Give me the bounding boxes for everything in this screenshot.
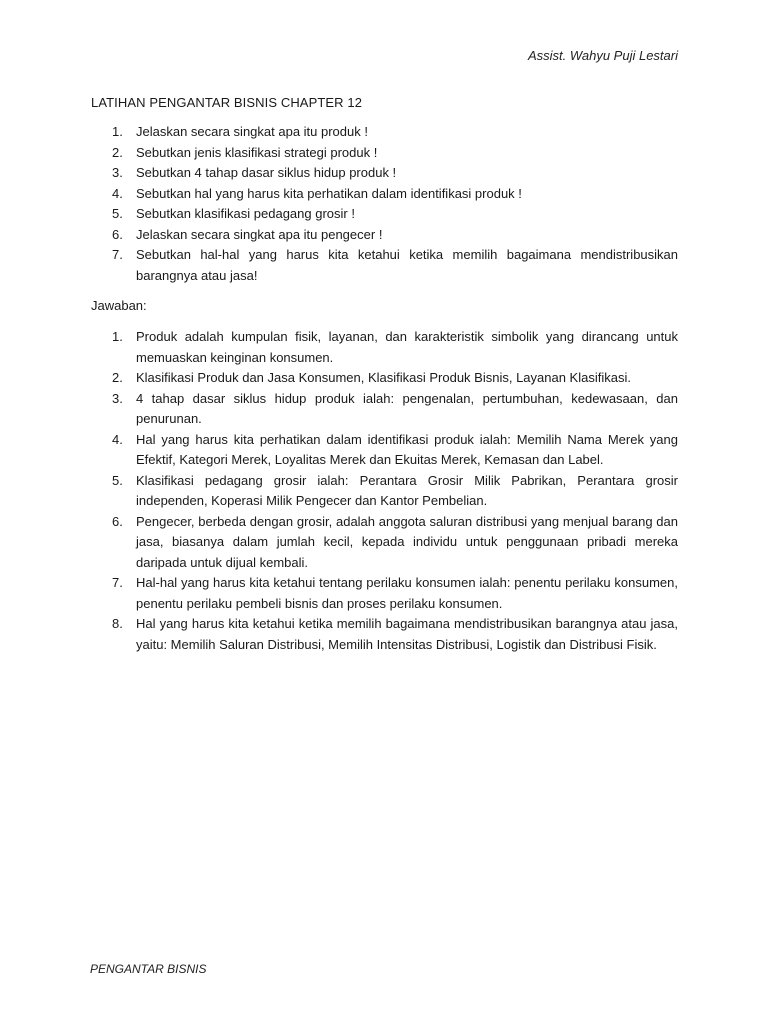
answer-item — [91, 573, 678, 614]
answer-item — [91, 430, 678, 471]
question-text: Jelaskan secara singkat apa itu pengecer ! — [136, 226, 383, 242]
header-author: Assist. Wahyu Puji Lestari — [527, 48, 678, 63]
questions-list — [91, 122, 678, 286]
answer-number: 4. — [112, 431, 123, 447]
answer-text: Klasifikasi pedagang grosir ialah: Perantara Grosir Milik Pabrikan, Perantara grosir independen, Koperasi Milik Pengecer dan Kantor Pembelian. — [136, 472, 678, 508]
question-number: 7. — [112, 247, 123, 262]
answer-text: Pengecer, berbeda dengan grosir, adalah anggota saluran distribusi yang menjual barang dan jasa, biasanya dalam jumlah kecil, kepada individu untuk penggunaan pribadi mereka daripada untuk dijual kembali. — [136, 513, 678, 570]
question-item — [91, 143, 678, 164]
answer-item — [91, 614, 678, 655]
question-number: 1. — [112, 124, 123, 139]
question-item — [91, 163, 678, 184]
answers-label: Jawaban: — [91, 298, 147, 313]
answer-number: 1. — [112, 329, 123, 344]
answer-item — [91, 512, 678, 574]
question-item — [91, 245, 678, 286]
answer-number: 6. — [112, 513, 123, 529]
answer-number: 5. — [112, 472, 123, 488]
answers-list — [91, 327, 678, 655]
question-number: 4. — [112, 185, 123, 201]
question-text: Sebutkan hal-hal yang harus kita ketahui ketika memilih bagaimana mendistribusikan barangnya atau jasa! — [136, 247, 678, 283]
question-item — [91, 122, 678, 143]
page-footer: PENGANTAR BISNIS — [90, 962, 207, 976]
answer-item — [91, 471, 678, 512]
answer-text: Hal yang harus kita perhatikan dalam identifikasi produk ialah: Memilih Nama Merek yang Efektif, Kategori Merek, Loyalitas Merek dan Ekuitas Merek, Kemasan dan Label. — [136, 431, 678, 467]
answer-number: 7. — [112, 575, 123, 590]
answer-text: Hal yang harus kita ketahui ketika memilih bagaimana mendistribusikan barangnya atau jasa, yaitu: Memilih Saluran Distribusi, Memilih Intensitas Distribusi, Logistik dan Distribusi Fisik. — [136, 616, 678, 652]
question-number: 5. — [112, 206, 123, 221]
answer-number: 2. — [112, 370, 123, 385]
answer-number: 3. — [112, 390, 123, 406]
question-item — [91, 184, 678, 205]
question-item — [91, 204, 678, 225]
question-item — [91, 225, 678, 246]
answer-item — [91, 368, 678, 389]
question-text: Sebutkan jenis klasifikasi strategi produk ! — [136, 144, 378, 160]
question-text: Sebutkan 4 tahap dasar siklus hidup produk ! — [136, 165, 397, 180]
question-number: 2. — [112, 144, 123, 160]
question-number: 6. — [112, 226, 123, 242]
answer-text: Hal-hal yang harus kita ketahui tentang perilaku konsumen ialah: penentu perilaku konsumen, penentu perilaku pembeli bisnis dan proses perilaku konsumen. — [136, 575, 678, 611]
answer-item — [91, 327, 678, 368]
answer-text: Klasifikasi Produk dan Jasa Konsumen, Klasifikasi Produk Bisnis, Layanan Klasifikasi. — [136, 370, 631, 385]
answer-text: 4 tahap dasar siklus hidup produk ialah: pengenalan, pertumbuhan, kedewasaan, dan penurunan. — [136, 390, 678, 426]
question-text: Jelaskan secara singkat apa itu produk ! — [136, 124, 368, 139]
answer-text: Produk adalah kumpulan fisik, layanan, dan karakteristik simbolik yang dirancang untuk memuaskan keinginan konsumen. — [136, 329, 678, 365]
document-title: LATIHAN PENGANTAR BISNIS CHAPTER 12 — [91, 95, 363, 110]
answer-item — [91, 389, 678, 430]
question-text: Sebutkan klasifikasi pedagang grosir ! — [136, 206, 355, 221]
question-text: Sebutkan hal yang harus kita perhatikan dalam identifikasi produk ! — [136, 185, 522, 201]
question-number: 3. — [112, 165, 123, 180]
answer-number: 8. — [112, 616, 123, 631]
